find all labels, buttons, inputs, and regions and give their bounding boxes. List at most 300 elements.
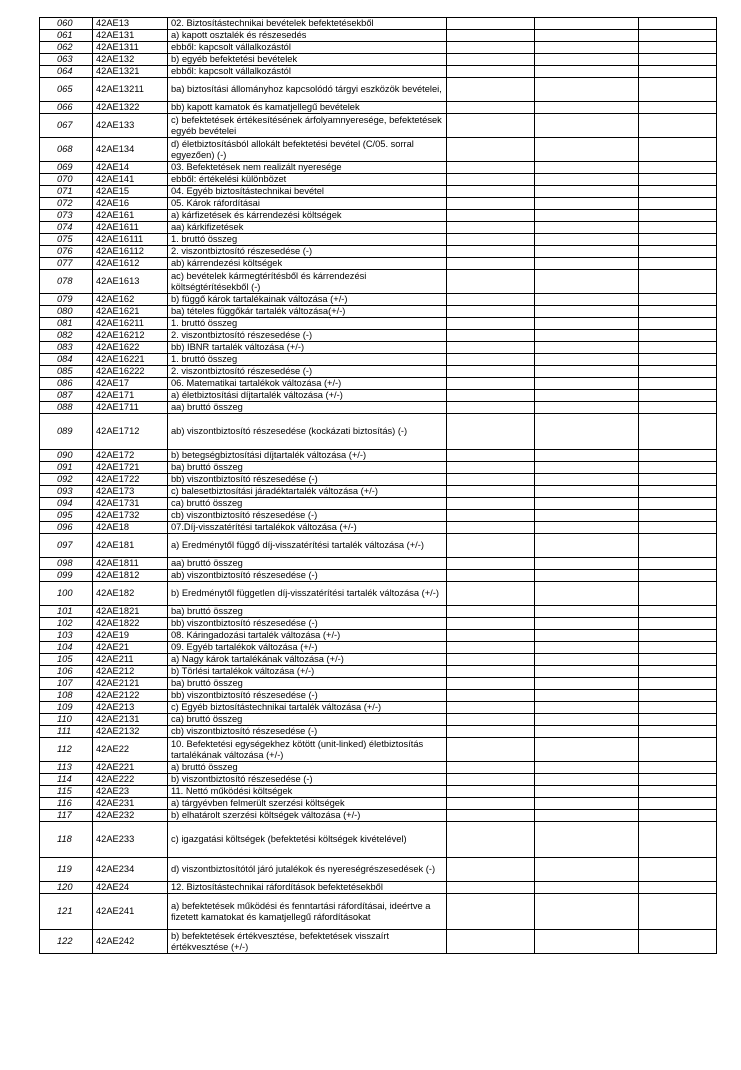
row-code: 42AE21: [93, 642, 168, 654]
row-description: ebből: kapcsolt vállalkozástól: [168, 42, 447, 54]
row-number: 107: [40, 678, 93, 690]
value-cell-2: [535, 114, 639, 138]
value-cell-2: [535, 606, 639, 618]
value-cell-2: [535, 138, 639, 162]
row-description: 03. Befektetések nem realizált nyeresége: [168, 162, 447, 174]
table-row: [40, 882, 717, 894]
value-cell-1: [447, 246, 535, 258]
value-cell-3: [639, 18, 717, 30]
row-number: 075: [40, 234, 93, 246]
table-row: [40, 54, 717, 66]
value-cell-2: [535, 318, 639, 330]
value-cell-2: [535, 234, 639, 246]
table-row: [40, 702, 717, 714]
table-row: [40, 30, 717, 42]
table-row: [40, 510, 717, 522]
row-number: 082: [40, 330, 93, 342]
value-cell-1: [447, 18, 535, 30]
value-cell-3: [639, 306, 717, 318]
table-row: [40, 522, 717, 534]
value-cell-2: [535, 798, 639, 810]
row-number: 090: [40, 450, 93, 462]
table-row: [40, 558, 717, 570]
row-number: 104: [40, 642, 93, 654]
row-code: 42AE242: [93, 930, 168, 954]
value-cell-3: [639, 270, 717, 294]
value-cell-2: [535, 630, 639, 642]
row-description: d) viszontbiztosítótól járó jutalékok és nyereségrészesedések (-): [168, 858, 447, 882]
value-cell-1: [447, 354, 535, 366]
value-cell-3: [639, 54, 717, 66]
value-cell-3: [639, 582, 717, 606]
row-description: a) kárfizetések és kárrendezési költségek: [168, 210, 447, 222]
value-cell-3: [639, 402, 717, 414]
row-code: 42AE212: [93, 666, 168, 678]
table-row: [40, 258, 717, 270]
row-number: 117: [40, 810, 93, 822]
row-code: 42AE16211: [93, 318, 168, 330]
row-code: 42AE1311: [93, 42, 168, 54]
value-cell-1: [447, 222, 535, 234]
table-row: [40, 414, 717, 450]
row-description: cb) viszontbiztosító részesedése (-): [168, 726, 447, 738]
row-code: 42AE234: [93, 858, 168, 882]
value-cell-1: [447, 450, 535, 462]
row-number: 114: [40, 774, 93, 786]
row-code: 42AE14: [93, 162, 168, 174]
value-cell-2: [535, 774, 639, 786]
table-row: [40, 762, 717, 774]
value-cell-3: [639, 690, 717, 702]
row-number: 108: [40, 690, 93, 702]
value-cell-2: [535, 390, 639, 402]
row-number: 089: [40, 414, 93, 450]
value-cell-1: [447, 270, 535, 294]
value-cell-3: [639, 258, 717, 270]
row-description: 10. Befektetési egységekhez kötött (unit-linked) életbiztosítás tartalékának változása (+/-): [168, 738, 447, 762]
table-row: [40, 402, 717, 414]
row-description: a) tárgyévben felmerült szerzési költségek: [168, 798, 447, 810]
table-row: [40, 246, 717, 258]
row-number: 122: [40, 930, 93, 954]
row-number: 062: [40, 42, 93, 54]
value-cell-1: [447, 114, 535, 138]
value-cell-1: [447, 822, 535, 858]
table-row: [40, 474, 717, 486]
row-code: 42AE231: [93, 798, 168, 810]
row-code: 42AE13211: [93, 78, 168, 102]
row-number: 121: [40, 894, 93, 930]
row-code: 42AE134: [93, 138, 168, 162]
row-number: 061: [40, 30, 93, 42]
row-description: 04. Egyéb biztosítástechnikai bevétel: [168, 186, 447, 198]
table-row: [40, 210, 717, 222]
row-code: 42AE1821: [93, 606, 168, 618]
row-code: 42AE233: [93, 822, 168, 858]
row-number: 078: [40, 270, 93, 294]
row-description: c) balesetbiztosítási járadéktartalék változása (+/-): [168, 486, 447, 498]
row-description: bb) kapott kamatok és kamatjellegű bevételek: [168, 102, 447, 114]
row-description: 02. Biztosítástechnikai bevételek befektetésekből: [168, 18, 447, 30]
value-cell-3: [639, 294, 717, 306]
value-cell-3: [639, 366, 717, 378]
row-number: 092: [40, 474, 93, 486]
value-cell-3: [639, 618, 717, 630]
table-row: [40, 774, 717, 786]
value-cell-1: [447, 342, 535, 354]
row-description: bb) IBNR tartalék változása (+/-): [168, 342, 447, 354]
value-cell-1: [447, 678, 535, 690]
value-cell-3: [639, 102, 717, 114]
table-row: [40, 930, 717, 954]
value-cell-1: [447, 414, 535, 450]
row-number: 096: [40, 522, 93, 534]
table-row: [40, 114, 717, 138]
row-number: 110: [40, 714, 93, 726]
row-number: 112: [40, 738, 93, 762]
value-cell-3: [639, 174, 717, 186]
row-description: 1. bruttó összeg: [168, 318, 447, 330]
row-code: 42AE211: [93, 654, 168, 666]
row-code: 42AE23: [93, 786, 168, 798]
table-row: [40, 102, 717, 114]
row-code: 42AE221: [93, 762, 168, 774]
row-number: 094: [40, 498, 93, 510]
value-cell-2: [535, 930, 639, 954]
value-cell-1: [447, 294, 535, 306]
value-cell-3: [639, 774, 717, 786]
row-description: ba) bruttó összeg: [168, 606, 447, 618]
value-cell-3: [639, 330, 717, 342]
row-description: 11. Nettó működési költségek: [168, 786, 447, 798]
value-cell-3: [639, 522, 717, 534]
table-row: [40, 138, 717, 162]
row-number: 115: [40, 786, 93, 798]
value-cell-2: [535, 618, 639, 630]
row-code: 42AE213: [93, 702, 168, 714]
row-number: 073: [40, 210, 93, 222]
value-cell-1: [447, 402, 535, 414]
row-description: 1. bruttó összeg: [168, 354, 447, 366]
table-row: [40, 666, 717, 678]
table-row: [40, 822, 717, 858]
value-cell-1: [447, 42, 535, 54]
value-cell-3: [639, 246, 717, 258]
row-description: b) befektetések értékvesztése, befektetések visszaírt értékvesztése (+/-): [168, 930, 447, 954]
row-number: 068: [40, 138, 93, 162]
row-code: 42AE1612: [93, 258, 168, 270]
value-cell-3: [639, 678, 717, 690]
row-code: 42AE131: [93, 30, 168, 42]
row-number: 071: [40, 186, 93, 198]
table-row: [40, 174, 717, 186]
table-row: [40, 66, 717, 78]
row-description: c) befektetések értékesítésének árfolyamnyeresége, befektetések egyéb bevételei: [168, 114, 447, 138]
value-cell-1: [447, 210, 535, 222]
value-cell-2: [535, 558, 639, 570]
value-cell-3: [639, 510, 717, 522]
value-cell-1: [447, 762, 535, 774]
value-cell-2: [535, 174, 639, 186]
row-code: 42AE2132: [93, 726, 168, 738]
value-cell-1: [447, 390, 535, 402]
value-cell-3: [639, 474, 717, 486]
value-cell-3: [639, 786, 717, 798]
table-row: [40, 582, 717, 606]
value-cell-3: [639, 318, 717, 330]
row-number: 076: [40, 246, 93, 258]
value-cell-3: [639, 186, 717, 198]
table-row: [40, 78, 717, 102]
value-cell-3: [639, 414, 717, 450]
value-cell-3: [639, 882, 717, 894]
value-cell-1: [447, 714, 535, 726]
value-cell-3: [639, 162, 717, 174]
row-code: 42AE2131: [93, 714, 168, 726]
value-cell-2: [535, 162, 639, 174]
row-number: 064: [40, 66, 93, 78]
value-cell-3: [639, 894, 717, 930]
row-description: ab) viszontbiztosító részesedése (-): [168, 570, 447, 582]
value-cell-3: [639, 390, 717, 402]
row-description: c) Egyéb biztosítástechnikai tartalék változása (+/-): [168, 702, 447, 714]
row-description: b) egyéb befektetési bevételek: [168, 54, 447, 66]
row-description: ca) bruttó összeg: [168, 714, 447, 726]
row-code: 42AE16: [93, 198, 168, 210]
value-cell-2: [535, 510, 639, 522]
value-cell-3: [639, 354, 717, 366]
row-code: 42AE1811: [93, 558, 168, 570]
value-cell-1: [447, 534, 535, 558]
row-code: 42AE222: [93, 774, 168, 786]
table-row: [40, 630, 717, 642]
value-cell-1: [447, 738, 535, 762]
value-cell-3: [639, 198, 717, 210]
value-cell-3: [639, 654, 717, 666]
value-cell-1: [447, 606, 535, 618]
value-cell-1: [447, 690, 535, 702]
row-description: b) viszontbiztosító részesedése (-): [168, 774, 447, 786]
row-number: 081: [40, 318, 93, 330]
value-cell-2: [535, 570, 639, 582]
row-code: 42AE16222: [93, 366, 168, 378]
value-cell-3: [639, 378, 717, 390]
value-cell-2: [535, 54, 639, 66]
row-code: 42AE1812: [93, 570, 168, 582]
row-code: 42AE1622: [93, 342, 168, 354]
table-row: [40, 642, 717, 654]
row-description: ca) bruttó összeg: [168, 498, 447, 510]
row-description: aa) bruttó összeg: [168, 402, 447, 414]
row-number: 095: [40, 510, 93, 522]
table-row: [40, 378, 717, 390]
value-cell-2: [535, 678, 639, 690]
row-description: 12. Biztosítástechnikai ráfordítások befektetésekből: [168, 882, 447, 894]
value-cell-3: [639, 342, 717, 354]
row-code: 42AE16221: [93, 354, 168, 366]
value-cell-1: [447, 522, 535, 534]
row-number: 086: [40, 378, 93, 390]
value-cell-2: [535, 810, 639, 822]
value-cell-1: [447, 666, 535, 678]
value-cell-1: [447, 78, 535, 102]
value-cell-2: [535, 42, 639, 54]
value-cell-3: [639, 642, 717, 654]
table-row: [40, 162, 717, 174]
row-description: 05. Károk ráfordításai: [168, 198, 447, 210]
row-number: 070: [40, 174, 93, 186]
value-cell-2: [535, 246, 639, 258]
value-cell-1: [447, 618, 535, 630]
row-number: 116: [40, 798, 93, 810]
value-cell-2: [535, 102, 639, 114]
value-cell-2: [535, 306, 639, 318]
value-cell-3: [639, 42, 717, 54]
row-code: 42AE1621: [93, 306, 168, 318]
value-cell-2: [535, 858, 639, 882]
value-cell-2: [535, 258, 639, 270]
table-row: [40, 786, 717, 798]
row-description: a) Nagy károk tartalékának változása (+/-): [168, 654, 447, 666]
value-cell-2: [535, 198, 639, 210]
value-cell-3: [639, 558, 717, 570]
value-cell-2: [535, 30, 639, 42]
value-cell-3: [639, 498, 717, 510]
row-description: ab) viszontbiztosító részesedése (kockázati biztosítás) (-): [168, 414, 447, 450]
value-cell-3: [639, 666, 717, 678]
row-code: 42AE16111: [93, 234, 168, 246]
value-cell-3: [639, 78, 717, 102]
row-number: 083: [40, 342, 93, 354]
row-code: 42AE1822: [93, 618, 168, 630]
value-cell-2: [535, 666, 639, 678]
row-description: bb) viszontbiztosító részesedése (-): [168, 474, 447, 486]
row-code: 42AE171: [93, 390, 168, 402]
value-cell-2: [535, 690, 639, 702]
row-description: a) kapott osztalék és részesedés: [168, 30, 447, 42]
row-code: 42AE1322: [93, 102, 168, 114]
value-cell-1: [447, 726, 535, 738]
value-cell-3: [639, 930, 717, 954]
table-row: [40, 810, 717, 822]
row-number: 080: [40, 306, 93, 318]
value-cell-2: [535, 210, 639, 222]
value-cell-3: [639, 822, 717, 858]
value-cell-2: [535, 450, 639, 462]
row-code: 42AE1731: [93, 498, 168, 510]
value-cell-2: [535, 294, 639, 306]
value-cell-2: [535, 498, 639, 510]
row-description: 07.Díj-visszatérítési tartalékok változása (+/-): [168, 522, 447, 534]
value-cell-3: [639, 810, 717, 822]
table-row: [40, 450, 717, 462]
value-cell-1: [447, 654, 535, 666]
value-cell-1: [447, 558, 535, 570]
value-cell-1: [447, 198, 535, 210]
row-number: 074: [40, 222, 93, 234]
row-number: 088: [40, 402, 93, 414]
row-number: 106: [40, 666, 93, 678]
value-cell-2: [535, 486, 639, 498]
row-number: 079: [40, 294, 93, 306]
row-number: 091: [40, 462, 93, 474]
value-cell-2: [535, 702, 639, 714]
table-row: [40, 42, 717, 54]
value-cell-3: [639, 234, 717, 246]
value-cell-1: [447, 258, 535, 270]
value-cell-1: [447, 54, 535, 66]
row-number: 111: [40, 726, 93, 738]
value-cell-1: [447, 570, 535, 582]
value-cell-2: [535, 534, 639, 558]
value-cell-2: [535, 786, 639, 798]
row-code: 42AE2121: [93, 678, 168, 690]
value-cell-2: [535, 330, 639, 342]
value-cell-2: [535, 582, 639, 606]
value-cell-1: [447, 174, 535, 186]
value-cell-1: [447, 582, 535, 606]
value-cell-2: [535, 366, 639, 378]
row-number: 102: [40, 618, 93, 630]
row-number: 069: [40, 162, 93, 174]
row-code: 42AE182: [93, 582, 168, 606]
value-cell-1: [447, 102, 535, 114]
value-cell-1: [447, 510, 535, 522]
row-number: 103: [40, 630, 93, 642]
row-description: ba) bruttó összeg: [168, 462, 447, 474]
row-description: ac) bevételek kármegtérítésből és kárrendezési költségtérítésekből (-): [168, 270, 447, 294]
row-code: 42AE241: [93, 894, 168, 930]
table-row: [40, 714, 717, 726]
value-cell-1: [447, 318, 535, 330]
row-description: ebből: értékelési különbözet: [168, 174, 447, 186]
value-cell-3: [639, 114, 717, 138]
value-cell-1: [447, 378, 535, 390]
row-description: c) igazgatási költségek (befektetési költségek kivételével): [168, 822, 447, 858]
value-cell-3: [639, 534, 717, 558]
row-description: cb) viszontbiztosító részesedése (-): [168, 510, 447, 522]
table-row: [40, 858, 717, 882]
row-number: 065: [40, 78, 93, 102]
row-number: 101: [40, 606, 93, 618]
value-cell-3: [639, 606, 717, 618]
table-row: [40, 18, 717, 30]
row-description: ba) biztosítási állományhoz kapcsolódó tárgyi eszközök bevételei,: [168, 78, 447, 102]
table-row: [40, 234, 717, 246]
value-cell-2: [535, 882, 639, 894]
row-number: 097: [40, 534, 93, 558]
value-cell-2: [535, 738, 639, 762]
table-row: [40, 390, 717, 402]
value-cell-2: [535, 18, 639, 30]
row-number: 085: [40, 366, 93, 378]
row-description: bb) viszontbiztosító részesedése (-): [168, 690, 447, 702]
table-row: [40, 570, 717, 582]
row-code: 42AE1721: [93, 462, 168, 474]
row-number: 060: [40, 18, 93, 30]
value-cell-3: [639, 450, 717, 462]
row-code: 42AE16112: [93, 246, 168, 258]
table-row: [40, 738, 717, 762]
row-code: 42AE1712: [93, 414, 168, 450]
value-cell-3: [639, 702, 717, 714]
row-description: 06. Matematikai tartalékok változása (+/-): [168, 378, 447, 390]
table-row: [40, 678, 717, 690]
value-cell-1: [447, 858, 535, 882]
value-cell-2: [535, 414, 639, 450]
row-description: a) bruttó összeg: [168, 762, 447, 774]
table-row: [40, 462, 717, 474]
